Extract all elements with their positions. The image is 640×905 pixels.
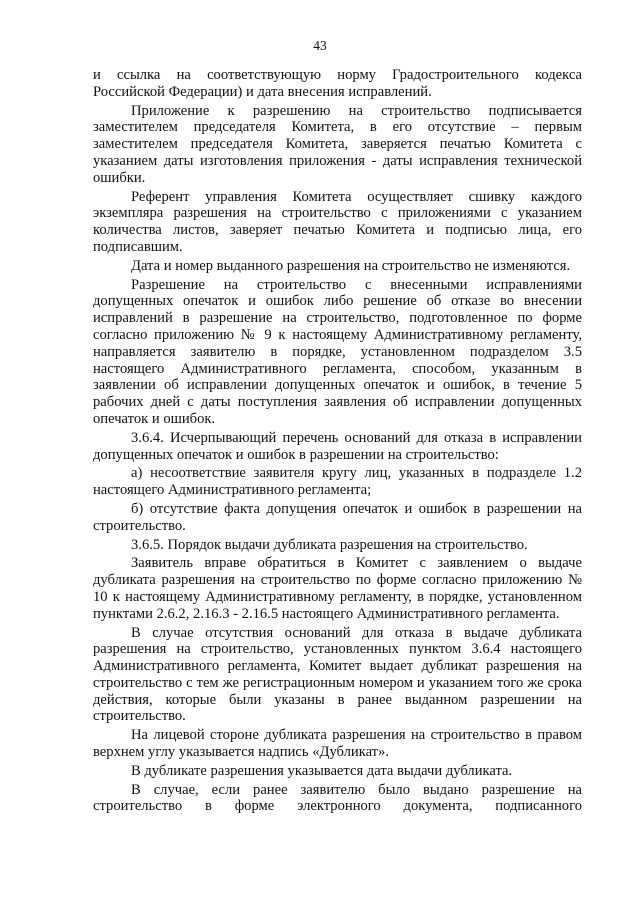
paragraph: б) отсутствие факта допущения опечаток и ошибок в разрешении на строительство. [93, 500, 582, 534]
paragraph: Дата и номер выданного разрешения на строительство не изменяются. [131, 257, 571, 274]
paragraph: В случае отсутствия оснований для отказа в выдаче дубликата разрешения на строительство, установленных пунктом 3.6.4 настоящего Административного регламента, Комитет выдает дубликат разрешения на строительство с тем же регистрационным номером и указанием того же срока действия, которые были указаны в ранее выданном разрешении на строительство. [93, 624, 582, 725]
paragraph: 3.6.4. Исчерпывающий перечень оснований для отказа в исправлении допущенных опечаток и ошибок в разрешении на строительство: [93, 429, 582, 463]
paragraph: и ссылка на соответствующую норму Градостроительного кодекса Российской Федерации) и дата внесения исправлений. [93, 67, 582, 100]
paragraph: Референт управления Комитета осуществляет сшивку каждого экземпляра разрешения на строительство с приложениями с указанием количества листов, заверяет печатью Комитета и подписью лица, его подписавшим. [93, 188, 582, 255]
paragraph: На лицевой стороне дубликата разрешения на строительство в правом верхнем углу указывается надпись «Дубликат». [93, 727, 582, 761]
paragraph: Приложение к разрешению на строительство подписывается заместителем председателя Комитета, в его отсутствие – первым заместителем председателя Комитета, заверяется печатью Комитета с указанием даты изготовления приложения - даты исправления технической ошибки. [93, 102, 582, 186]
paragraph: 3.6.5. Порядок выдачи дубликата разрешения на строительство. [131, 536, 528, 553]
paragraph: Разрешение на строительство с внесенными исправлениями допущенных опечаток и ошибок либо решение об отказе во внесении исправлений в разрешение на строительство, подготовленное по форме согласно приложению № 9 к настоящему Административному регламенту, направляется заявителю в порядке, установленном подразделом 3.5 настоящего Административного регламента, способом, указанным в заявлении об исправлении допущенных опечаток и ошибок, в течение 5 рабочих дней с даты поступления заявления об исправлении допущенных опечаток и ошибок. [93, 276, 582, 427]
paragraph-continued: В случае, если ранее заявителю было выдано разрешение на строительство в форме электронного документа, подписанного [93, 781, 582, 815]
paragraph: Заявитель вправе обратиться в Комитет с заявлением о выдаче дубликата разрешения на строительство по форме согласно приложению № 10 к настоящему Административному регламенту, в порядке, установленном пунктами 2.6.2, 2.16.3 - 2.16.5 настоящего Административного регламента. [93, 555, 582, 622]
page-number: 43 [313, 38, 327, 53]
paragraph: В дубликате разрешения указывается дата выдачи дубликата. [131, 762, 513, 779]
body-text [93, 67, 582, 817]
paragraph: а) несоответствие заявителя кругу лиц, указанных в подразделе 1.2 настоящего Административного регламента; [93, 465, 582, 499]
